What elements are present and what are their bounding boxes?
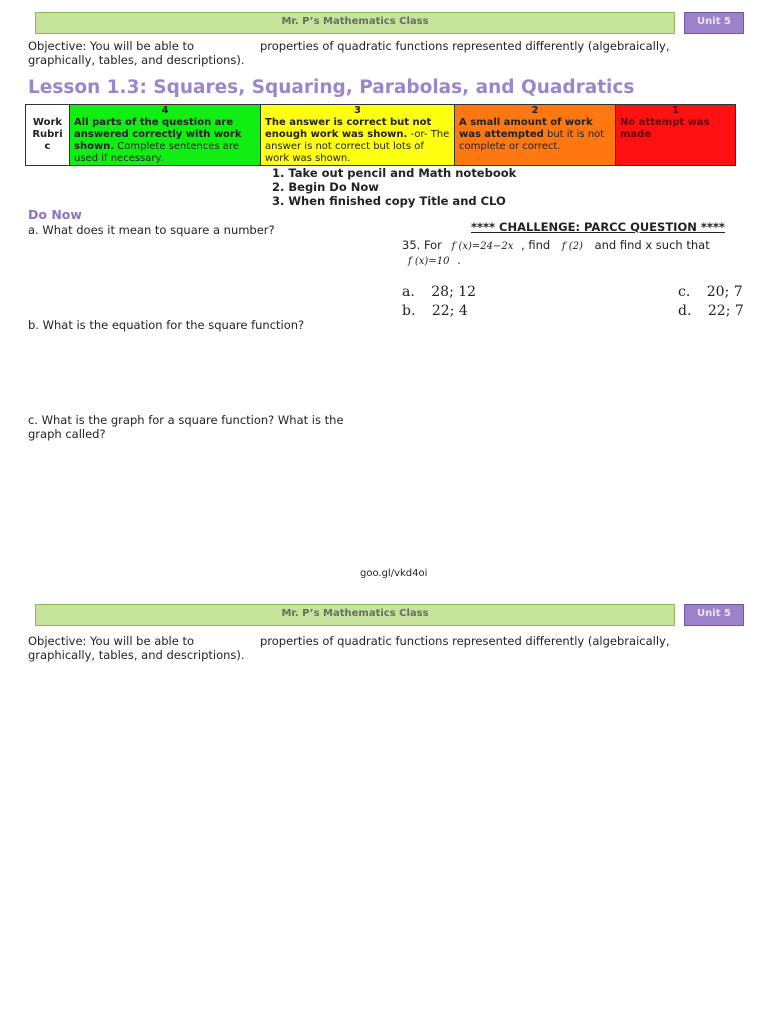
challenge-heading: **** CHALLENGE: PARCC QUESTION **** [471,220,725,234]
do-now-heading: Do Now [28,207,82,222]
rubric-4-text: Complete sentences are used if necessary. [74,141,239,164]
lesson-title: Lesson 1.3: Squares, Squaring, Parabolas, and Quadratics [28,77,635,98]
class-title-bar [35,12,675,34]
question-a: a. What does it mean to square a number? [28,223,275,237]
class-title-bar-2 [35,604,675,626]
steps-list [272,166,516,208]
f-of-2: f (2) [561,241,583,252]
objective-left-2: Objective: You will be able to [28,634,195,648]
unit-badge [684,12,744,34]
function-definition: f (x)=24−2x [451,241,514,252]
rubric-label: Work Rubri c [26,105,70,166]
rubric-score-2: 2 [531,105,539,116]
choice-d-value: 22; 7 [707,303,744,319]
rubric-level-3 [261,105,455,166]
step-item: 1. Take out pencil and Math notebook [272,166,517,180]
find-x-text: and find x such that [594,238,710,252]
challenge-question-line1 [402,238,710,254]
rubric-4-bold: All parts of the question are answered correctly with work shown. [74,117,242,152]
choice-a-value: 28; 12 [431,284,477,300]
rubric-2-bold: A small amount of work was attempted [459,117,593,140]
rubric-3-bold: The answer is correct but not enough work was shown. [265,117,432,140]
objective-line2: graphically, tables, and descriptions). [28,53,245,67]
question-number: 35. For [402,238,442,252]
step-item: 2. Begin Do Now [272,180,379,194]
rubric-level-1 [616,105,736,166]
rubric-2-text: but it is not complete or correct. [459,129,605,152]
challenge-question-line2 [408,253,461,269]
choice-c-value: 20; 7 [706,284,743,300]
choice-d-letter: d. [678,303,692,319]
rubric-score-3: 3 [354,105,361,116]
class-title-2: Mr. P’s Mathematics Class [281,608,429,619]
unit-badge-2 [684,604,744,626]
question-c-line1: c. What is the graph for a square function? What is the [28,413,344,427]
objective-right: properties of quadratic functions represented differently (algebraically, [260,39,670,53]
short-link[interactable]: goo.gl/vkd4oi [360,568,428,579]
objective-right-2: properties of quadratic functions represented differently (algebraically, [260,634,670,648]
find-text: , find [521,238,551,252]
period: . [457,253,461,267]
choice-d [678,303,744,319]
work-rubric-table [25,104,736,166]
choice-b-letter: b. [402,303,416,319]
f-of-x-equation: f (x)=10 [408,256,450,267]
rubric-level-4 [70,105,261,166]
question-c-line2: graph called? [28,427,106,441]
unit-label-2: Unit 5 [697,608,731,619]
step-item: 3. When finished copy Title and CLO [272,194,506,208]
rubric-score-4: 4 [161,105,169,116]
unit-label: Unit 5 [697,16,731,27]
choice-b-value: 22; 4 [431,303,468,319]
choice-a [402,284,476,300]
rubric-1-bold: No attempt was made [620,117,710,140]
class-title: Mr. P’s Mathematics Class [281,16,429,27]
choice-c [678,284,743,300]
choice-c-letter: c. [678,284,691,300]
question-b: b. What is the equation for the square function? [28,318,305,332]
objective-left: Objective: You will be able to [28,39,195,53]
objective-line2-2: graphically, tables, and descriptions). [28,648,245,662]
rubric-level-2 [455,105,616,166]
rubric-3-text: -or- The answer is not correct but lots of work was shown. [265,129,450,164]
choice-a-letter: a. [402,284,415,300]
choice-b [402,303,468,319]
rubric-score-1: 1 [672,105,679,116]
